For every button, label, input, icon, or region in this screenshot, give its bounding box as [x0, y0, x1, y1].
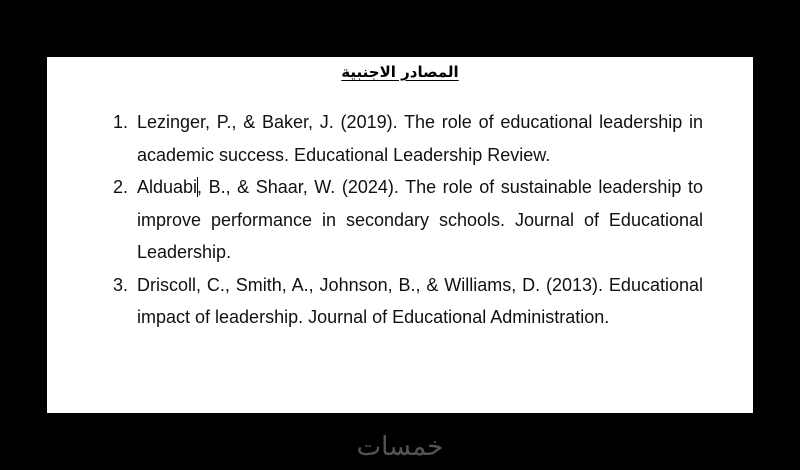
reference-item-3 — [113, 269, 703, 334]
reference-item-1 — [113, 106, 703, 171]
reference-number-1: 1. — [113, 112, 129, 132]
khamsat-logo: خمسات — [356, 432, 444, 462]
reference-list — [113, 106, 703, 334]
reference-text-2-start: Alduabi — [137, 177, 198, 197]
document-page[interactable] — [47, 57, 753, 413]
references-heading-text: المصادر الاجنبية — [341, 63, 459, 81]
reference-item-2 — [113, 171, 703, 269]
reference-number-3: 3. — [113, 274, 129, 295]
reference-text-3: Driscoll, C., Smith, A., Johnson, B., & Williams, D. (2013). Educational impact of leadership. Journal of Educational Administration. — [137, 274, 703, 327]
references-heading — [47, 63, 753, 81]
reference-text-1: Lezinger, P., & Baker, J. (2019). The role of educational leadership in academic success. Educational Leadership Review. — [137, 112, 703, 165]
reference-text-2-end: , B., & Shaar, W. (2024). The role of sustainable leadership to improve performance in secondary schools. Journal of Educational Leadership. — [137, 177, 703, 262]
reference-number-2: 2. — [113, 177, 129, 197]
